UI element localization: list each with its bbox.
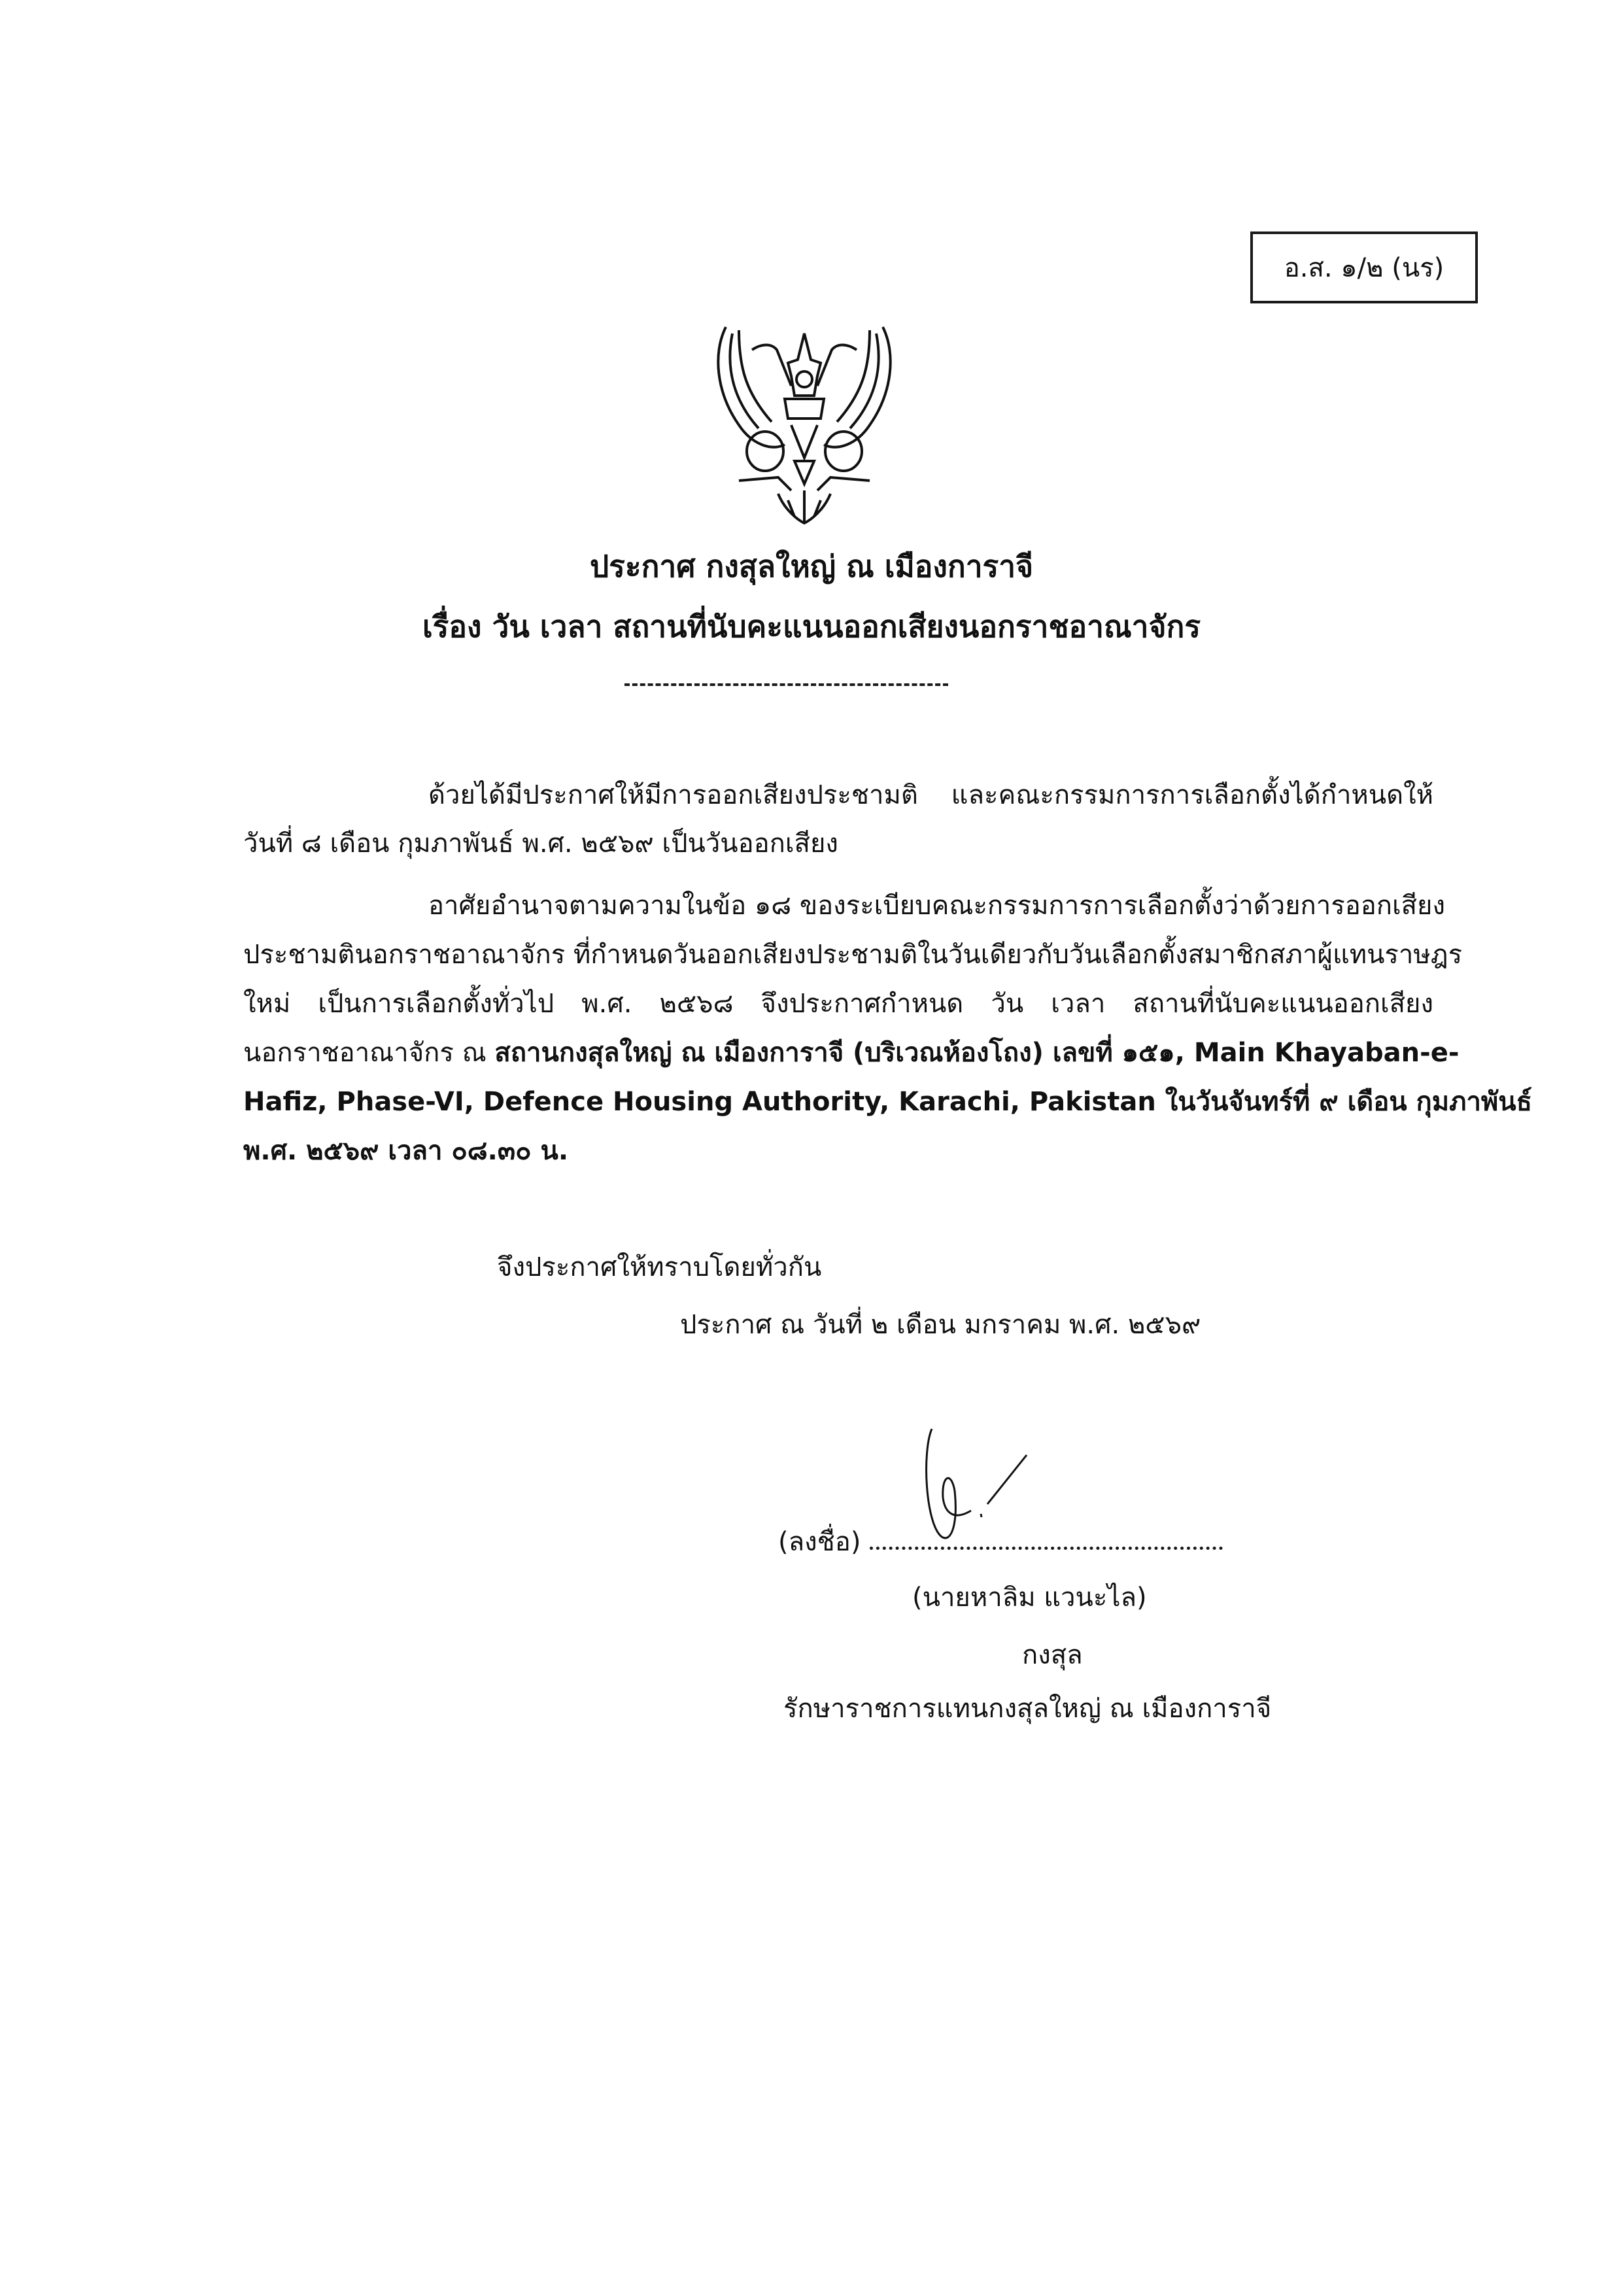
paragraph-1-line-2: วันที่ ๘ เดือน กุมภาพันธ์ พ.ศ. ๒๕๖๙ เป็นวันออกเสียง xyxy=(243,829,838,859)
paragraph-2-line-4 xyxy=(243,1035,1460,1071)
paragraph-2-line-5: Hafiz, Phase-VI, Defence Housing Authority, Karachi, Pakistan ในวันจันทร์ที่ ๙ เดือน กุมภาพันธ์ xyxy=(243,1087,1533,1117)
garuda-emblem-icon xyxy=(700,314,909,530)
document-code-box xyxy=(1250,231,1478,303)
paragraph-2-line-2: ประชามตินอกราชอาณาจักร ที่กำหนดวันออกเสียงประชามติในวันเดียวกับวันเลือกตั้งสมาชิกสภาผู้แทนราษฎร xyxy=(243,940,1463,970)
separator-line xyxy=(624,683,948,686)
paragraph-2-line-6: พ.ศ. ๒๕๖๙ เวลา ๐๘.๓๐ น. xyxy=(243,1136,569,1166)
document-code: อ.ส. ๑/๒ (นร) xyxy=(1284,253,1444,283)
signer-position: กงสุล xyxy=(1022,1640,1083,1670)
paragraph-2-line-1: อาศัยอำนาจตามความในข้อ ๑๘ ของระเบียบคณะกรรมการการเลือกตั้งว่าด้วยการออกเสียง xyxy=(428,891,1446,921)
signer-role: รักษาราชการแทนกงสุลใหญ่ ณ เมืองการาจี xyxy=(783,1694,1272,1724)
signature-line xyxy=(870,1547,1223,1550)
page-title: ประกาศ กงสุลใหญ่ ณ เมืองการาจี xyxy=(589,549,1034,584)
venue-address-part-1: สถานกงสุลใหญ่ ณ เมืองการาจี (บริเวณห้องโถง) เลขที่ ๑๕๑, Main Khayaban-e- xyxy=(494,1038,1460,1068)
signer-name: (นายหาลิม แวนะไล) xyxy=(912,1583,1147,1613)
closing-statement: จึงประกาศให้ทราบโดยทั่วกัน xyxy=(497,1252,822,1282)
signature-icon xyxy=(896,1426,1053,1556)
venue-intro: นอกราชอาณาจักร ณ xyxy=(243,1038,495,1068)
paragraph-1-line-1: ด้วยได้มีประกาศให้มีการออกเสียงประชามติ และคณะกรรมการการเลือกตั้งได้กำหนดให้ xyxy=(428,780,1433,810)
subject-line: เรื่อง วัน เวลา สถานที่นับคะแนนออกเสียงนอกราชอาณาจักร xyxy=(422,609,1201,644)
announcement-date: ประกาศ ณ วันที่ ๒ เดือน มกราคม พ.ศ. ๒๕๖๙ xyxy=(680,1310,1201,1340)
signature-label: (ลงชื่อ) xyxy=(778,1527,861,1557)
paragraph-2-line-3: ใหม่ เป็นการเลือกตั้งทั่วไป พ.ศ. ๒๕๖๘ จึงประกาศกำหนด วัน เวลา สถานที่นับคะแนนออกเสียง xyxy=(243,989,1433,1019)
